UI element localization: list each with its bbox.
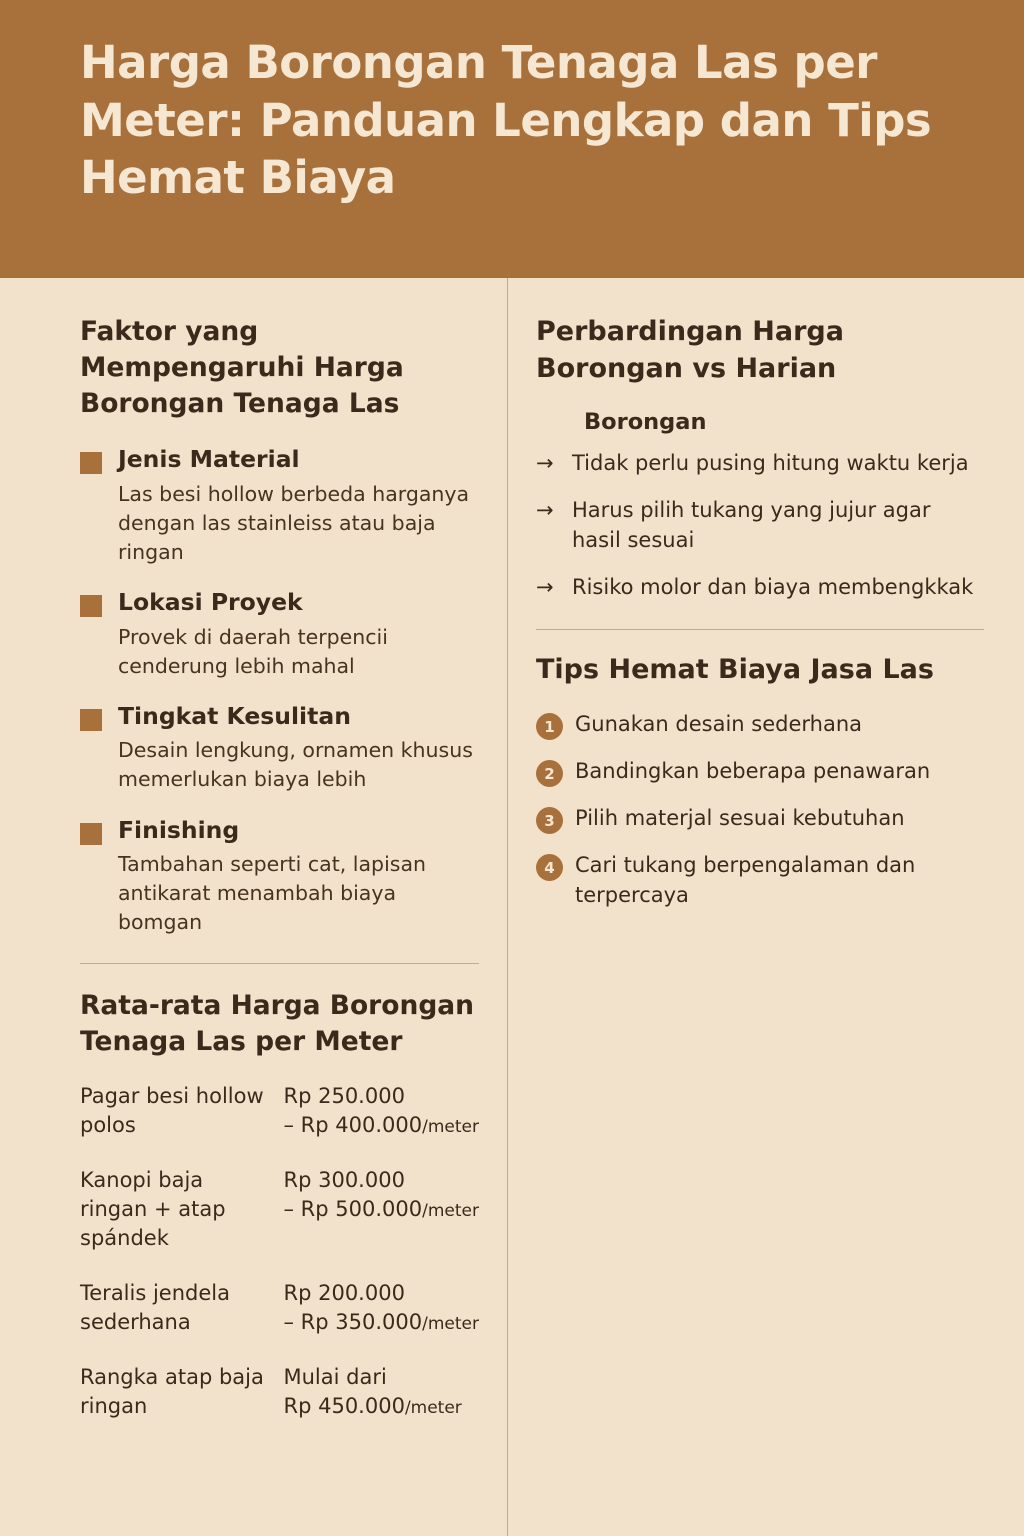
factor-title: Jenis Material — [118, 445, 300, 474]
left-column — [0, 278, 508, 1536]
table-row — [80, 1363, 479, 1447]
table-row — [80, 1166, 479, 1279]
price-item-value — [284, 1082, 480, 1166]
price-line-2 — [284, 1308, 480, 1337]
table-row — [80, 1082, 479, 1166]
page-title: Harga Borongan Tenaga Las per Meter: Panduan Lengkap dan Tips Hemat Biaya — [80, 36, 932, 205]
comparison-text: Risiko molor dan biaya membengkkak — [572, 574, 974, 599]
price-range: – Rp 400.000 — [283, 1113, 423, 1138]
price-line-2 — [284, 1392, 480, 1421]
arrow-right-icon: → — [536, 451, 554, 476]
factor-description: Desain lengkung, ornamen khusus memerlukan biaya lebih — [118, 738, 473, 792]
factor-body — [118, 815, 479, 938]
factors-section-title: Faktor yang Mempengaruhi Harga Borongan Tenaga Las — [80, 316, 404, 420]
factor-title: Lokasi Proyek — [118, 587, 303, 616]
factor-title: Tingkat Kesulitan — [118, 701, 351, 730]
price-line-2 — [284, 1111, 480, 1140]
tip-text: Bandingkan beberapa penawaran — [575, 759, 931, 784]
arrow-right-icon: → — [536, 498, 554, 523]
price-item-label: Rangka atap baja ringan — [80, 1365, 264, 1419]
tip-item — [536, 757, 984, 787]
tip-number-badge: 1 — [536, 713, 563, 740]
price-line-1: Mulai dari — [283, 1365, 387, 1390]
square-bullet-icon — [80, 452, 102, 474]
price-line-1: Rp 250.000 — [283, 1084, 405, 1109]
factor-description: Las besi hollow berbeda harganya dengan las stainleiss atau baja ringan — [118, 481, 470, 564]
price-item-label: Pagar besi hollow polos — [80, 1084, 264, 1138]
square-bullet-icon — [80, 823, 102, 845]
price-range: – Rp 350.000 — [283, 1310, 423, 1335]
price-line-2 — [284, 1195, 480, 1224]
factor-body — [118, 701, 479, 795]
price-item-label: Teralis jendela sederhana — [80, 1281, 230, 1335]
price-range: – Rp 500.000 — [283, 1197, 423, 1222]
tip-number-badge: 2 — [536, 760, 563, 787]
content-area — [0, 278, 1024, 1536]
price-unit: /meter — [422, 1117, 479, 1138]
comparison-item — [536, 496, 984, 556]
right-divider — [536, 629, 984, 630]
factor-body — [118, 587, 479, 681]
tips-section-title: Tips Hemat Biaya Jasa Las — [536, 653, 934, 685]
price-line-1: Rp 300.000 — [283, 1168, 405, 1193]
price-unit: /meter — [422, 1314, 479, 1335]
price-unit: /meter — [404, 1398, 462, 1419]
tip-text: Pilih materjal sesuai kebutuhan — [575, 806, 905, 831]
price-item-value — [284, 1166, 480, 1279]
comparison-item — [536, 573, 984, 603]
tip-item — [536, 851, 984, 911]
factor-body — [118, 444, 479, 567]
factor-title: Finishing — [118, 815, 240, 844]
factor-description: Tambahan seperti cat, lapisan antikarat menambah biaya bomgan — [118, 852, 427, 935]
price-item-label: Kanopi baja ringan + atap spándek — [80, 1168, 226, 1251]
tip-item — [536, 710, 984, 740]
factor-item — [80, 444, 479, 567]
price-line-1: Rp 200.000 — [283, 1281, 405, 1306]
square-bullet-icon — [80, 595, 102, 617]
tip-number-badge: 3 — [536, 807, 563, 834]
arrow-right-icon: → — [536, 574, 554, 599]
price-item-value — [284, 1363, 480, 1447]
right-column — [508, 278, 1024, 1536]
factor-description: Provek di daerah terpencii cenderung lebih mahal — [118, 624, 388, 678]
factor-item — [80, 587, 479, 681]
table-row — [80, 1279, 479, 1363]
header-banner — [0, 0, 1024, 278]
price-table — [80, 1082, 479, 1447]
factor-item — [80, 815, 479, 938]
tip-item — [536, 804, 984, 834]
comparison-item — [536, 449, 984, 479]
prices-section-title: Rata-rata Harga Borongan Tenaga Las per Meter — [80, 990, 475, 1058]
tip-text: Gunakan desain sederhana — [575, 712, 863, 737]
factor-item — [80, 701, 479, 795]
comparison-text: Tidak perlu pusing hitung waktu kerja — [572, 451, 969, 476]
comparison-subhead: Borongan — [584, 409, 707, 436]
comparison-text: Harus pilih tukang yang jujur agar hasil sesuai — [572, 498, 931, 553]
price-item-value — [284, 1279, 480, 1363]
factors-list — [80, 444, 479, 937]
square-bullet-icon — [80, 709, 102, 731]
tip-number-badge: 4 — [536, 854, 563, 881]
left-divider — [80, 963, 479, 964]
comparison-section-title: Perbardingan Harga Borongan vs Harian — [536, 316, 844, 384]
price-unit: /meter — [422, 1201, 479, 1222]
price-range: Rp 450.000 — [283, 1394, 405, 1419]
tip-text: Cari tukang berpengalaman dan terpercaya — [575, 853, 916, 908]
